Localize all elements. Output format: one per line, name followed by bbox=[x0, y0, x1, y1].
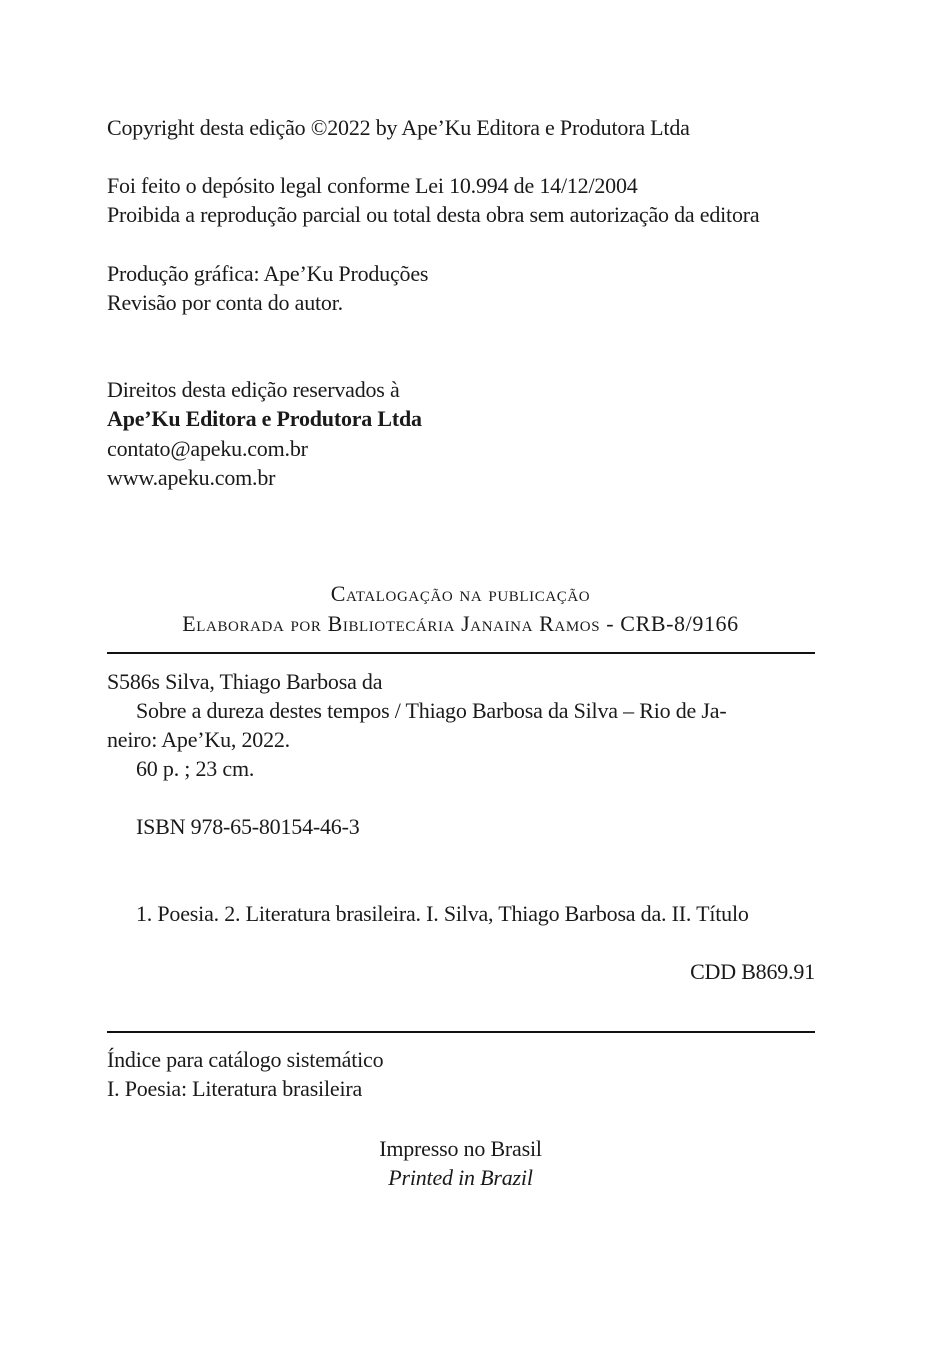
index-entry: I. Poesia: Literatura brasileira bbox=[107, 1076, 363, 1101]
publisher-name: Ape’Ku Editora e Produtora Ltda bbox=[107, 406, 422, 431]
reproduction-notice: Proibida a reprodução parcial ou total desta obra sem autorização da editora bbox=[107, 202, 760, 227]
legal-deposit: Foi feito o depósito legal conforme Lei 10.994 de 14/12/2004 bbox=[107, 173, 638, 198]
bottom-divider bbox=[107, 1031, 815, 1033]
call-number-author: S586s Silva, Thiago Barbosa da bbox=[107, 669, 383, 694]
title-statement-2: neiro: Ape’Ku, 2022. bbox=[107, 727, 290, 752]
printed-in-en: Printed in Brazil bbox=[388, 1165, 533, 1190]
publisher-website: www.apeku.com.br bbox=[107, 465, 276, 490]
physical-description: 60 p. ; 23 cm. bbox=[136, 756, 255, 781]
revision-note: Revisão por conta do autor. bbox=[107, 290, 343, 315]
subject-headings: 1. Poesia. 2. Literatura brasileira. I. Silva, Thiago Barbosa da. II. Título bbox=[136, 901, 749, 926]
title-statement-1: Sobre a dureza destes tempos / Thiago Barbosa da Silva – Rio de Ja- bbox=[136, 698, 727, 723]
printed-in-pt: Impresso no Brasil bbox=[379, 1136, 542, 1161]
index-heading: Índice para catálogo sistemático bbox=[107, 1047, 384, 1072]
cdd-classification: CDD B869.91 bbox=[690, 959, 815, 984]
copyright-line: Copyright desta edição ©2022 by Ape’Ku Editora e Produtora Ltda bbox=[107, 115, 690, 140]
isbn: ISBN 978-65-80154-46-3 bbox=[136, 814, 360, 839]
cataloging-librarian: Elaborada por Bibliotecária Janaina Ramos - CRB-8/9166 bbox=[182, 611, 739, 636]
rights-reserved: Direitos desta edição reservados à bbox=[107, 377, 400, 402]
top-divider bbox=[107, 652, 815, 654]
publisher-email: contato@apeku.com.br bbox=[107, 436, 308, 461]
cataloging-heading: Catalogação na publicação bbox=[330, 581, 591, 606]
graphic-production: Produção gráfica: Ape’Ku Produções bbox=[107, 261, 429, 286]
